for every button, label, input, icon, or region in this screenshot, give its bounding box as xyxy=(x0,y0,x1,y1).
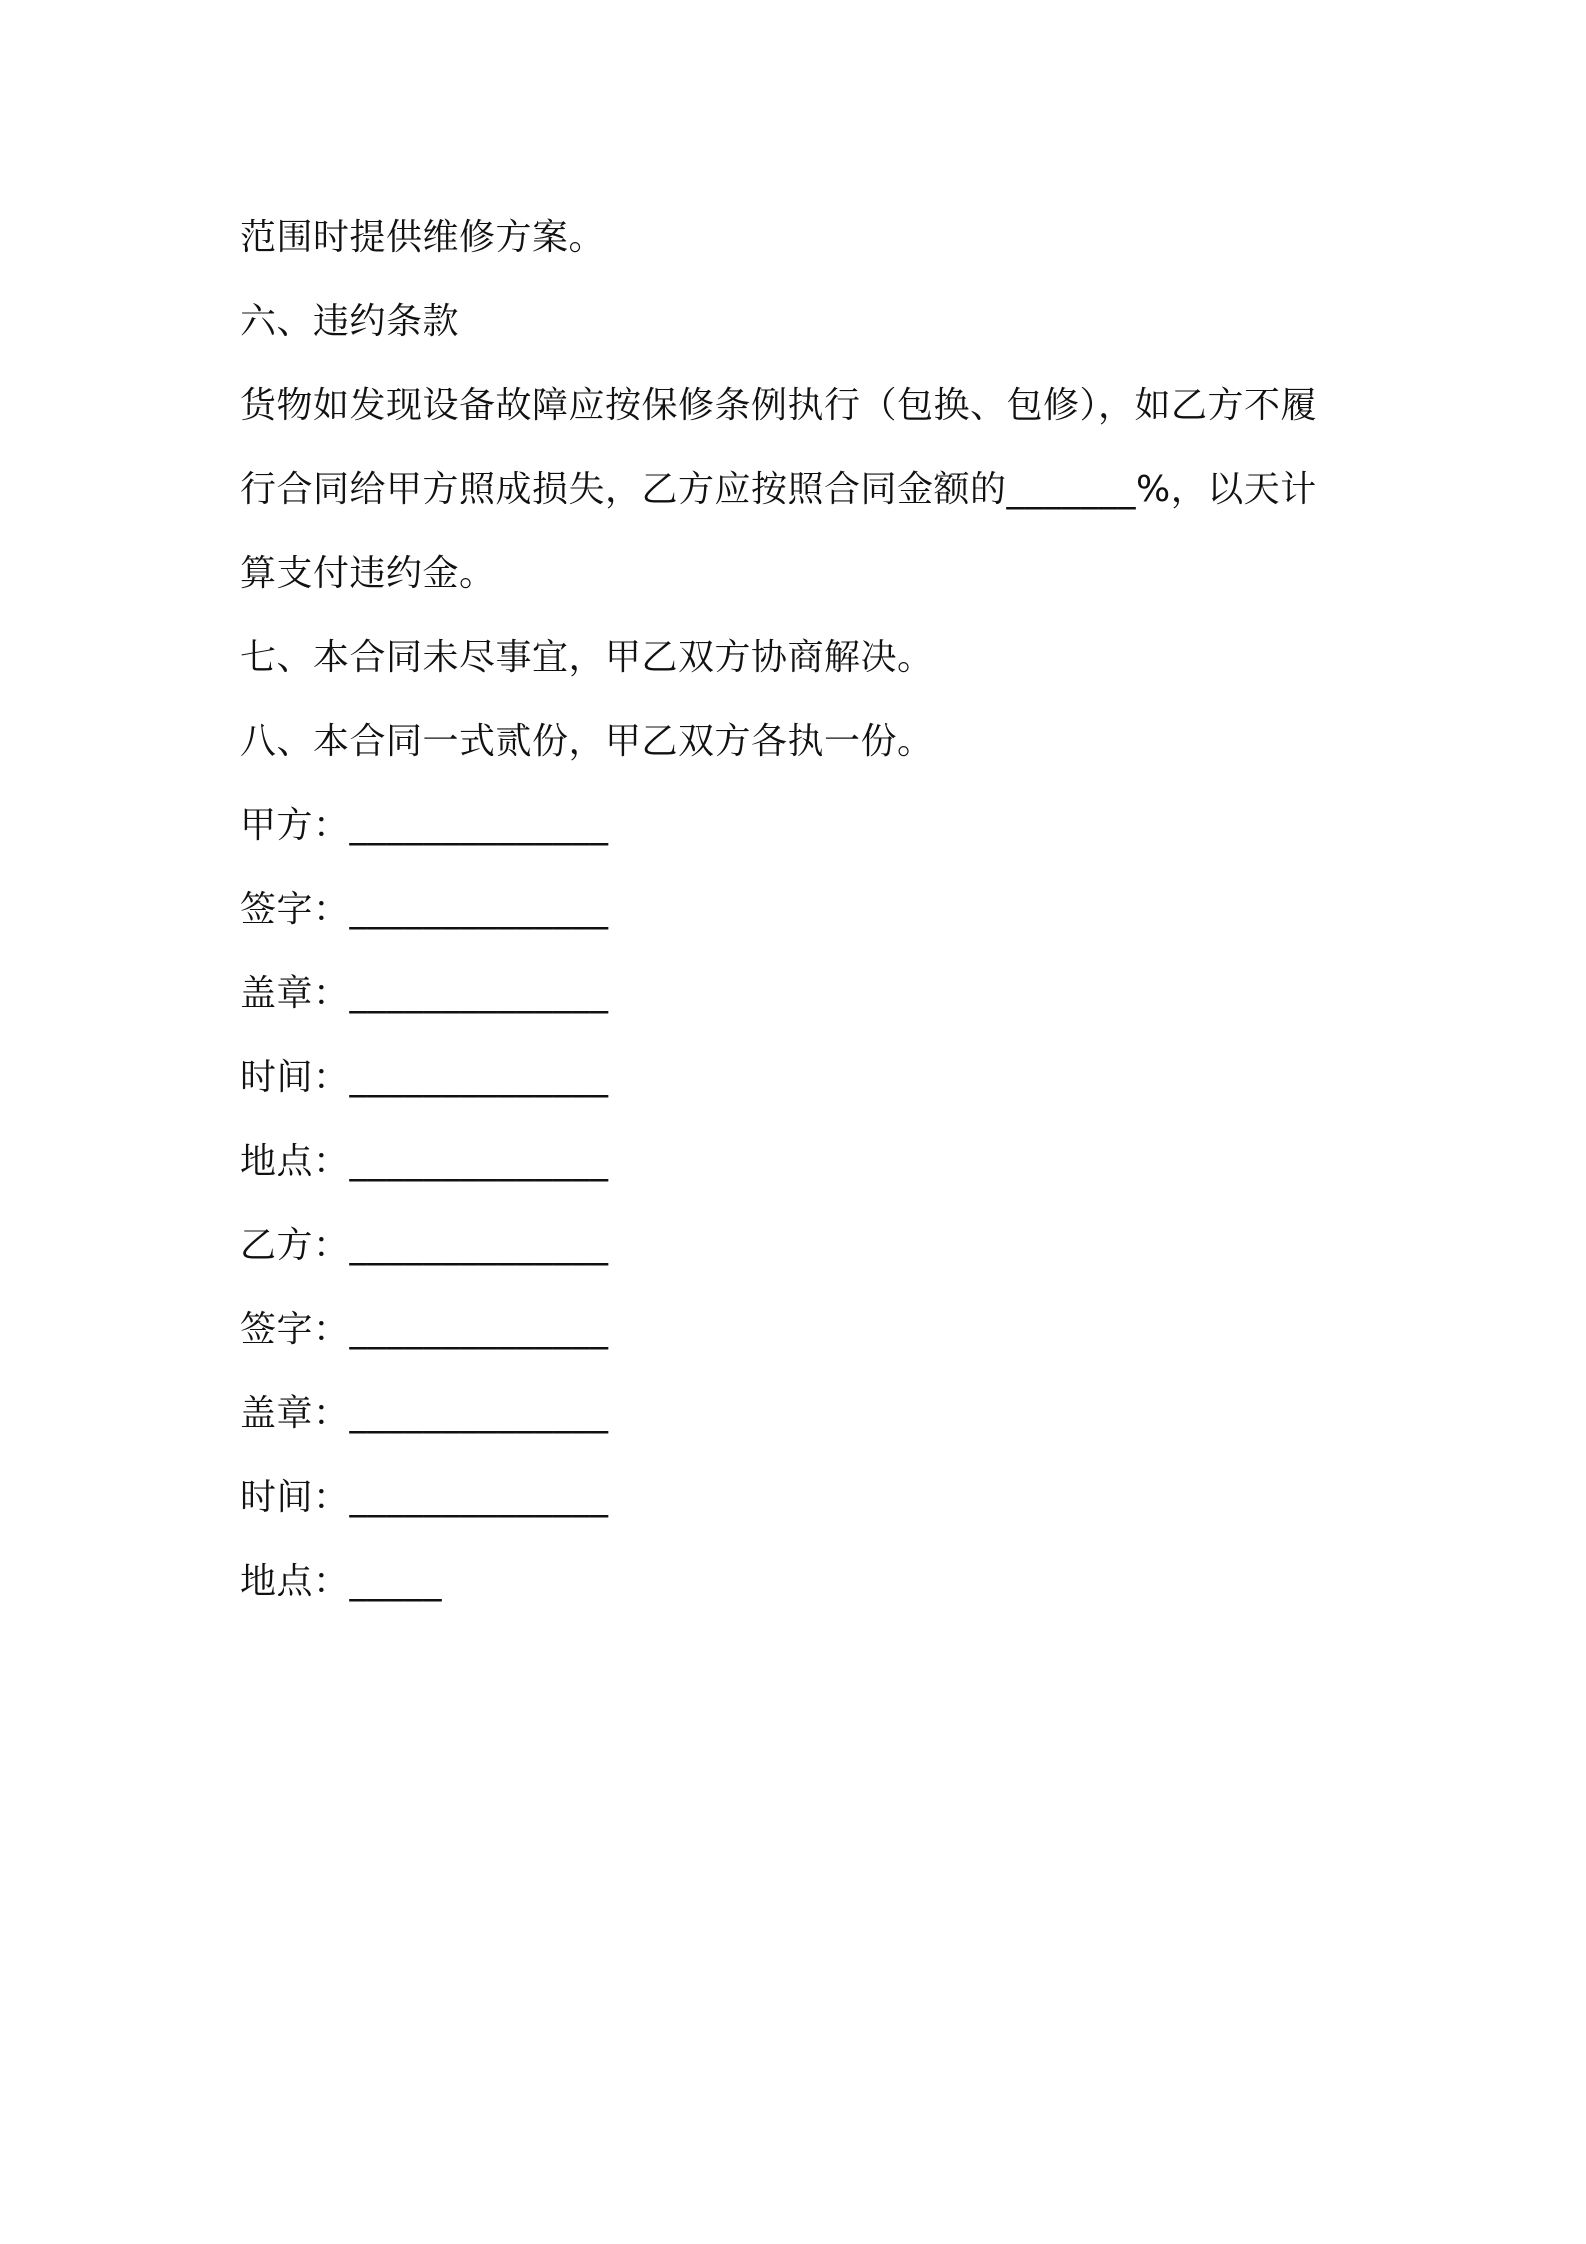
paragraph-line: 货物如发现设备故障应按保修条例执行（包换、包修），如乙方不履 xyxy=(240,385,1318,426)
party-b-place-field: 地点：_____ xyxy=(240,1561,443,1602)
party-a-field: 甲方：______________ xyxy=(240,805,609,846)
paragraph-line: 算支付违约金。 xyxy=(240,553,496,594)
party-a-seal-field: 盖章：______________ xyxy=(240,973,609,1014)
party-b-time-field: 时间：______________ xyxy=(240,1477,609,1518)
paragraph-line: 范围时提供维修方案。 xyxy=(240,217,606,258)
party-a-signature-field: 签字：______________ xyxy=(240,889,609,930)
clause-seven: 七、本合同未尽事宜，甲乙双方协商解决。 xyxy=(240,637,934,678)
party-a-place-field: 地点：______________ xyxy=(240,1141,609,1182)
section-heading-breach: 六、违约条款 xyxy=(240,301,460,342)
party-b-seal-field: 盖章：______________ xyxy=(240,1393,609,1434)
party-a-time-field: 时间：______________ xyxy=(240,1057,609,1098)
party-b-signature-field: 签字：______________ xyxy=(240,1309,609,1350)
party-b-field: 乙方：______________ xyxy=(240,1225,609,1266)
clause-eight: 八、本合同一式贰份，甲乙双方各执一份。 xyxy=(240,721,934,762)
paragraph-line: 行合同给甲方照成损失，乙方应按照合同金额的_______%，以天计 xyxy=(240,469,1317,510)
document-body xyxy=(240,196,1350,1624)
